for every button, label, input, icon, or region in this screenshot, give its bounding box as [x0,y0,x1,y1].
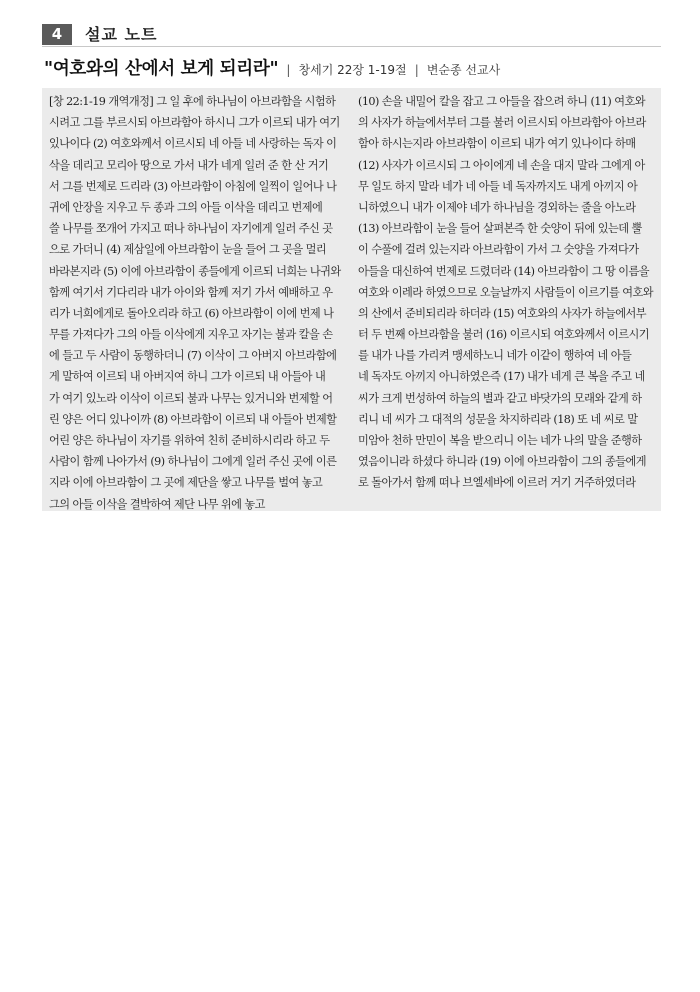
section-label: 설교 노트 [85,25,158,44]
scripture-line: 린 양은 어디 있나이까 (8) 아브라함이 이르되 내 아들아 번제할 [49,412,337,426]
scripture-line: 여호와 이레라 하였으므로 오늘날까지 사람들이 이르기를 여호와 [358,285,653,299]
scripture-line: 무 일도 하지 말라 네가 네 아들 네 독자까지도 내게 아끼지 아 [358,179,638,193]
scripture-line: 터 두 번째 아브라함을 불러 (16) 이르시되 여호와께서 이르시기 [358,328,649,342]
scripture-line: 삭을 데리고 모리아 땅으로 가서 내가 네게 일러 준 한 산 거기 [49,158,329,172]
scripture-line: 의 사자가 하늘에서부터 그를 불러 이르시되 아브라함아 아브라 [358,116,646,130]
scripture-line: 귀에 안장을 지우고 두 종과 그의 아들 이삭을 데리고 번제에 [49,200,323,214]
page-number: 4 [42,24,72,45]
scripture-line: 함께 여기서 기다리라 내가 아이와 함께 저기 가서 예배하고 우 [49,285,333,299]
scripture-line: 에 들고 두 사람이 동행하더니 (7) 이삭이 그 아버지 아브라함에 [49,349,337,363]
scripture-line: 그의 아들 이삭을 결박하여 제단 나무 위에 놓고 [49,497,265,511]
title-row [44,56,664,84]
scripture-column-left [49,91,349,515]
scripture-line: 함아 하시는지라 아브라함이 이르되 내가 여기 있나이다 하매 [358,137,636,151]
scripture-line: 서 그를 번제로 드리라 (3) 아브라함이 아침에 일찍이 일어나 나 [49,179,337,193]
scripture-line: 으로 가더니 (4) 제삼일에 아브라함이 눈을 들어 그 곳을 멀리 [49,243,327,257]
scripture-line: 의 산에서 준비되리라 하더라 (15) 여호와의 사자가 하늘에서부 [358,306,646,320]
scripture-line: 시려고 그를 부르시되 아브라함아 하시니 그가 이르되 내가 여기 [49,116,340,130]
scripture-line: 지라 이에 아브라함이 그 곳에 제단을 쌓고 나무를 벌여 놓고 [49,476,323,490]
scripture-line: 리니 네 씨가 그 대적의 성문을 차지하리라 (18) 또 네 씨로 말 [358,412,638,426]
scripture-line: 쓸 나무를 쪼개어 가지고 떠나 하나님이 자기에게 일러 주신 곳 [49,222,333,236]
scripture-line: (10) 손을 내밀어 칼을 잡고 그 아들을 잡으려 하니 (11) 여호와 [358,95,645,108]
scripture-line: 를 내가 나를 가리켜 맹세하노니 네가 이같이 행하여 네 아들 [358,349,632,363]
scripture-line: 게 말하여 이르되 내 아버지여 하니 그가 이르되 내 아들아 내 [49,370,326,384]
scripture-line: (13) 아브라함이 눈을 들어 살펴본즉 한 숫양이 뒤에 있는데 뿔 [358,222,642,236]
scripture-line: 무를 가져다가 그의 아들 이삭에게 지우고 자기는 불과 칼을 손 [49,328,333,342]
scripture-line: 리가 너희에게로 돌아오리라 하고 (6) 아브라함이 이에 번제 나 [49,306,334,320]
sermon-title: "여호와의 산에서 보게 되리라" [44,59,279,79]
title-separator: | [286,63,291,77]
scripture-line: [창 22:1-19 개역개정] 그 일 후에 하나님이 아브라함을 시험하 [49,95,336,108]
scripture-reference: 창세기 22장 1-19절 [298,63,407,77]
scripture-column-right [358,91,658,494]
page-header [42,24,661,47]
scripture-line: 니하였으니 내가 이제야 네가 하나님을 경외하는 줄을 아노라 [358,200,636,214]
scripture-line: 네 독자도 아끼지 아니하였은즉 (17) 내가 네게 큰 복을 주고 네 [358,370,645,384]
scripture-line: 아들을 대신하여 번제로 드렸더라 (14) 아브라함이 그 땅 이름을 [358,264,649,278]
scripture-line: 씨가 크게 번성하여 하늘의 별과 같고 바닷가의 모래와 같게 하 [358,391,642,405]
scripture-line: 였음이니라 하셨다 하니라 (19) 이에 아브라함이 그의 종들에게 [358,455,646,469]
meta-separator: | [414,63,419,77]
preacher-name: 변순종 선교사 [426,63,501,77]
scripture-line: 가 여기 있노라 이삭이 이르되 불과 나무는 있거니와 번제할 어 [49,391,333,405]
scripture-line: 미암아 천하 만민이 복을 받으리니 이는 네가 나의 말을 준행하 [358,434,642,447]
scripture-line: (12) 사자가 이르시되 그 아이에게 네 손을 대지 말라 그에게 아 [358,158,645,172]
scripture-line: 사람이 함께 나아가서 (9) 하나님이 그에게 일러 주신 곳에 이른 [49,455,337,469]
scripture-line: 있나이다 (2) 여호와께서 이르시되 네 아들 네 사랑하는 독자 이 [49,137,337,151]
scripture-line: 바라본지라 (5) 이에 아브라함이 종들에게 이르되 너희는 나귀와 [49,264,341,278]
scripture-line: 어린 양은 하나님이 자기를 위하여 친히 준비하시리라 하고 두 [49,434,330,447]
scripture-box [42,88,661,511]
scripture-line: 이 수풀에 걸려 있는지라 아브라함이 가서 그 숫양을 가져다가 [358,243,639,257]
scripture-line: 로 돌아가서 함께 떠나 브엘세바에 이르러 거기 거주하였더라 [358,476,636,490]
